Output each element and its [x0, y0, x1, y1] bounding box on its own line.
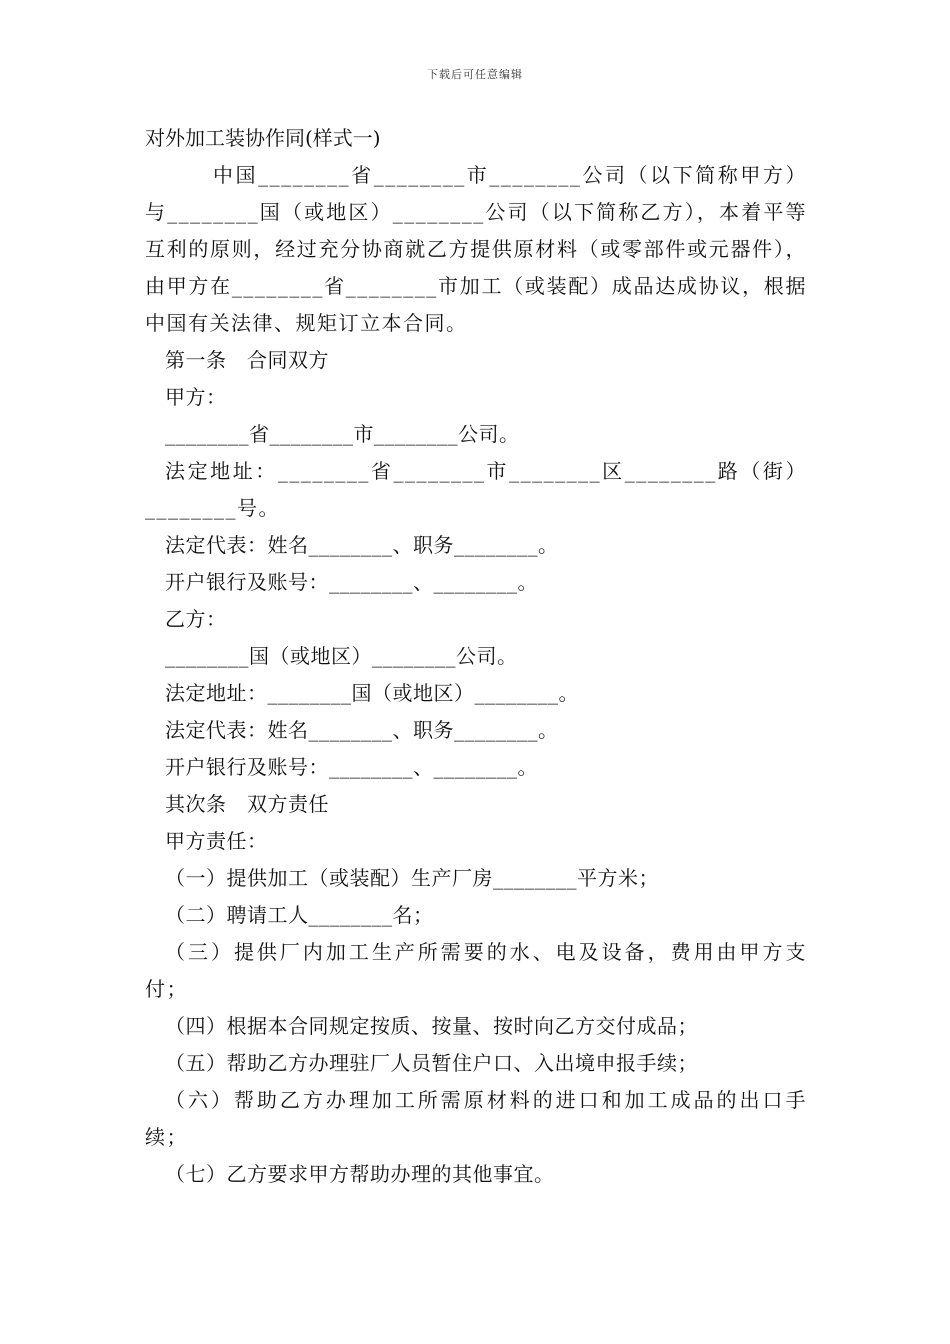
party-a-address: 法定地址：________省________市________区________路（街）________号。 — [145, 459, 807, 520]
party-a-duties-label: 甲方责任： — [165, 829, 268, 853]
party-b-label: 乙方： — [165, 607, 227, 631]
duty-item: （六）帮助乙方办理加工所需原材料的进口和加工成品的出口手续； — [145, 1088, 807, 1149]
party-b-bank: 开户银行及账号：________、________。 — [165, 755, 538, 779]
party-b-address: 法定地址：________国（或地区）________。 — [165, 681, 579, 705]
duty-item: （四）根据本合同规定按质、按量、按时向乙方交付成品； — [165, 1014, 698, 1038]
party-a-label: 甲方： — [165, 385, 227, 409]
duty-item: （一）提供加工（或装配）生产厂房________平方米； — [165, 866, 659, 890]
document-title: 对外加工装协作同(样式一) — [145, 126, 381, 150]
contract-document — [145, 120, 807, 1193]
party-a-representative: 法定代表：姓名________、职务________。 — [165, 533, 559, 557]
duty-item: （七）乙方要求甲方帮助办理的其他事宜。 — [165, 1162, 555, 1186]
intro-paragraph: 中国________省________市________公司（以下简称甲方）与________国（或地区）________公司（以下简称乙方），本着平等互利的原则，经过充分协商就乙方提供原材料（或零部件或元器件），由甲方在________省________市加工（或装配）成品达成协议，根据中国有关法律、规矩订立本合同。 — [145, 163, 807, 335]
duty-item: （二）聘请工人________名； — [165, 903, 434, 927]
duty-item: （三）提供厂内加工生产所需要的水、电及设备，费用由甲方支付； — [145, 940, 807, 1001]
header-note: 下载后可任意编辑 — [427, 68, 523, 81]
party-a-bank: 开户银行及账号：________、________。 — [165, 570, 538, 594]
article-1-heading: 第一条 合同双方 — [165, 348, 329, 372]
party-a-company: ________省________市________公司。 — [165, 422, 520, 446]
duty-item: （五）帮助乙方办理驻厂人员暂住户口、入出境申报手续； — [165, 1051, 698, 1075]
party-b-representative: 法定代表：姓名________、职务________。 — [165, 718, 559, 742]
party-b-company: ________国（或地区）________公司。 — [165, 644, 518, 668]
article-2-heading: 其次条 双方责任 — [165, 792, 329, 816]
